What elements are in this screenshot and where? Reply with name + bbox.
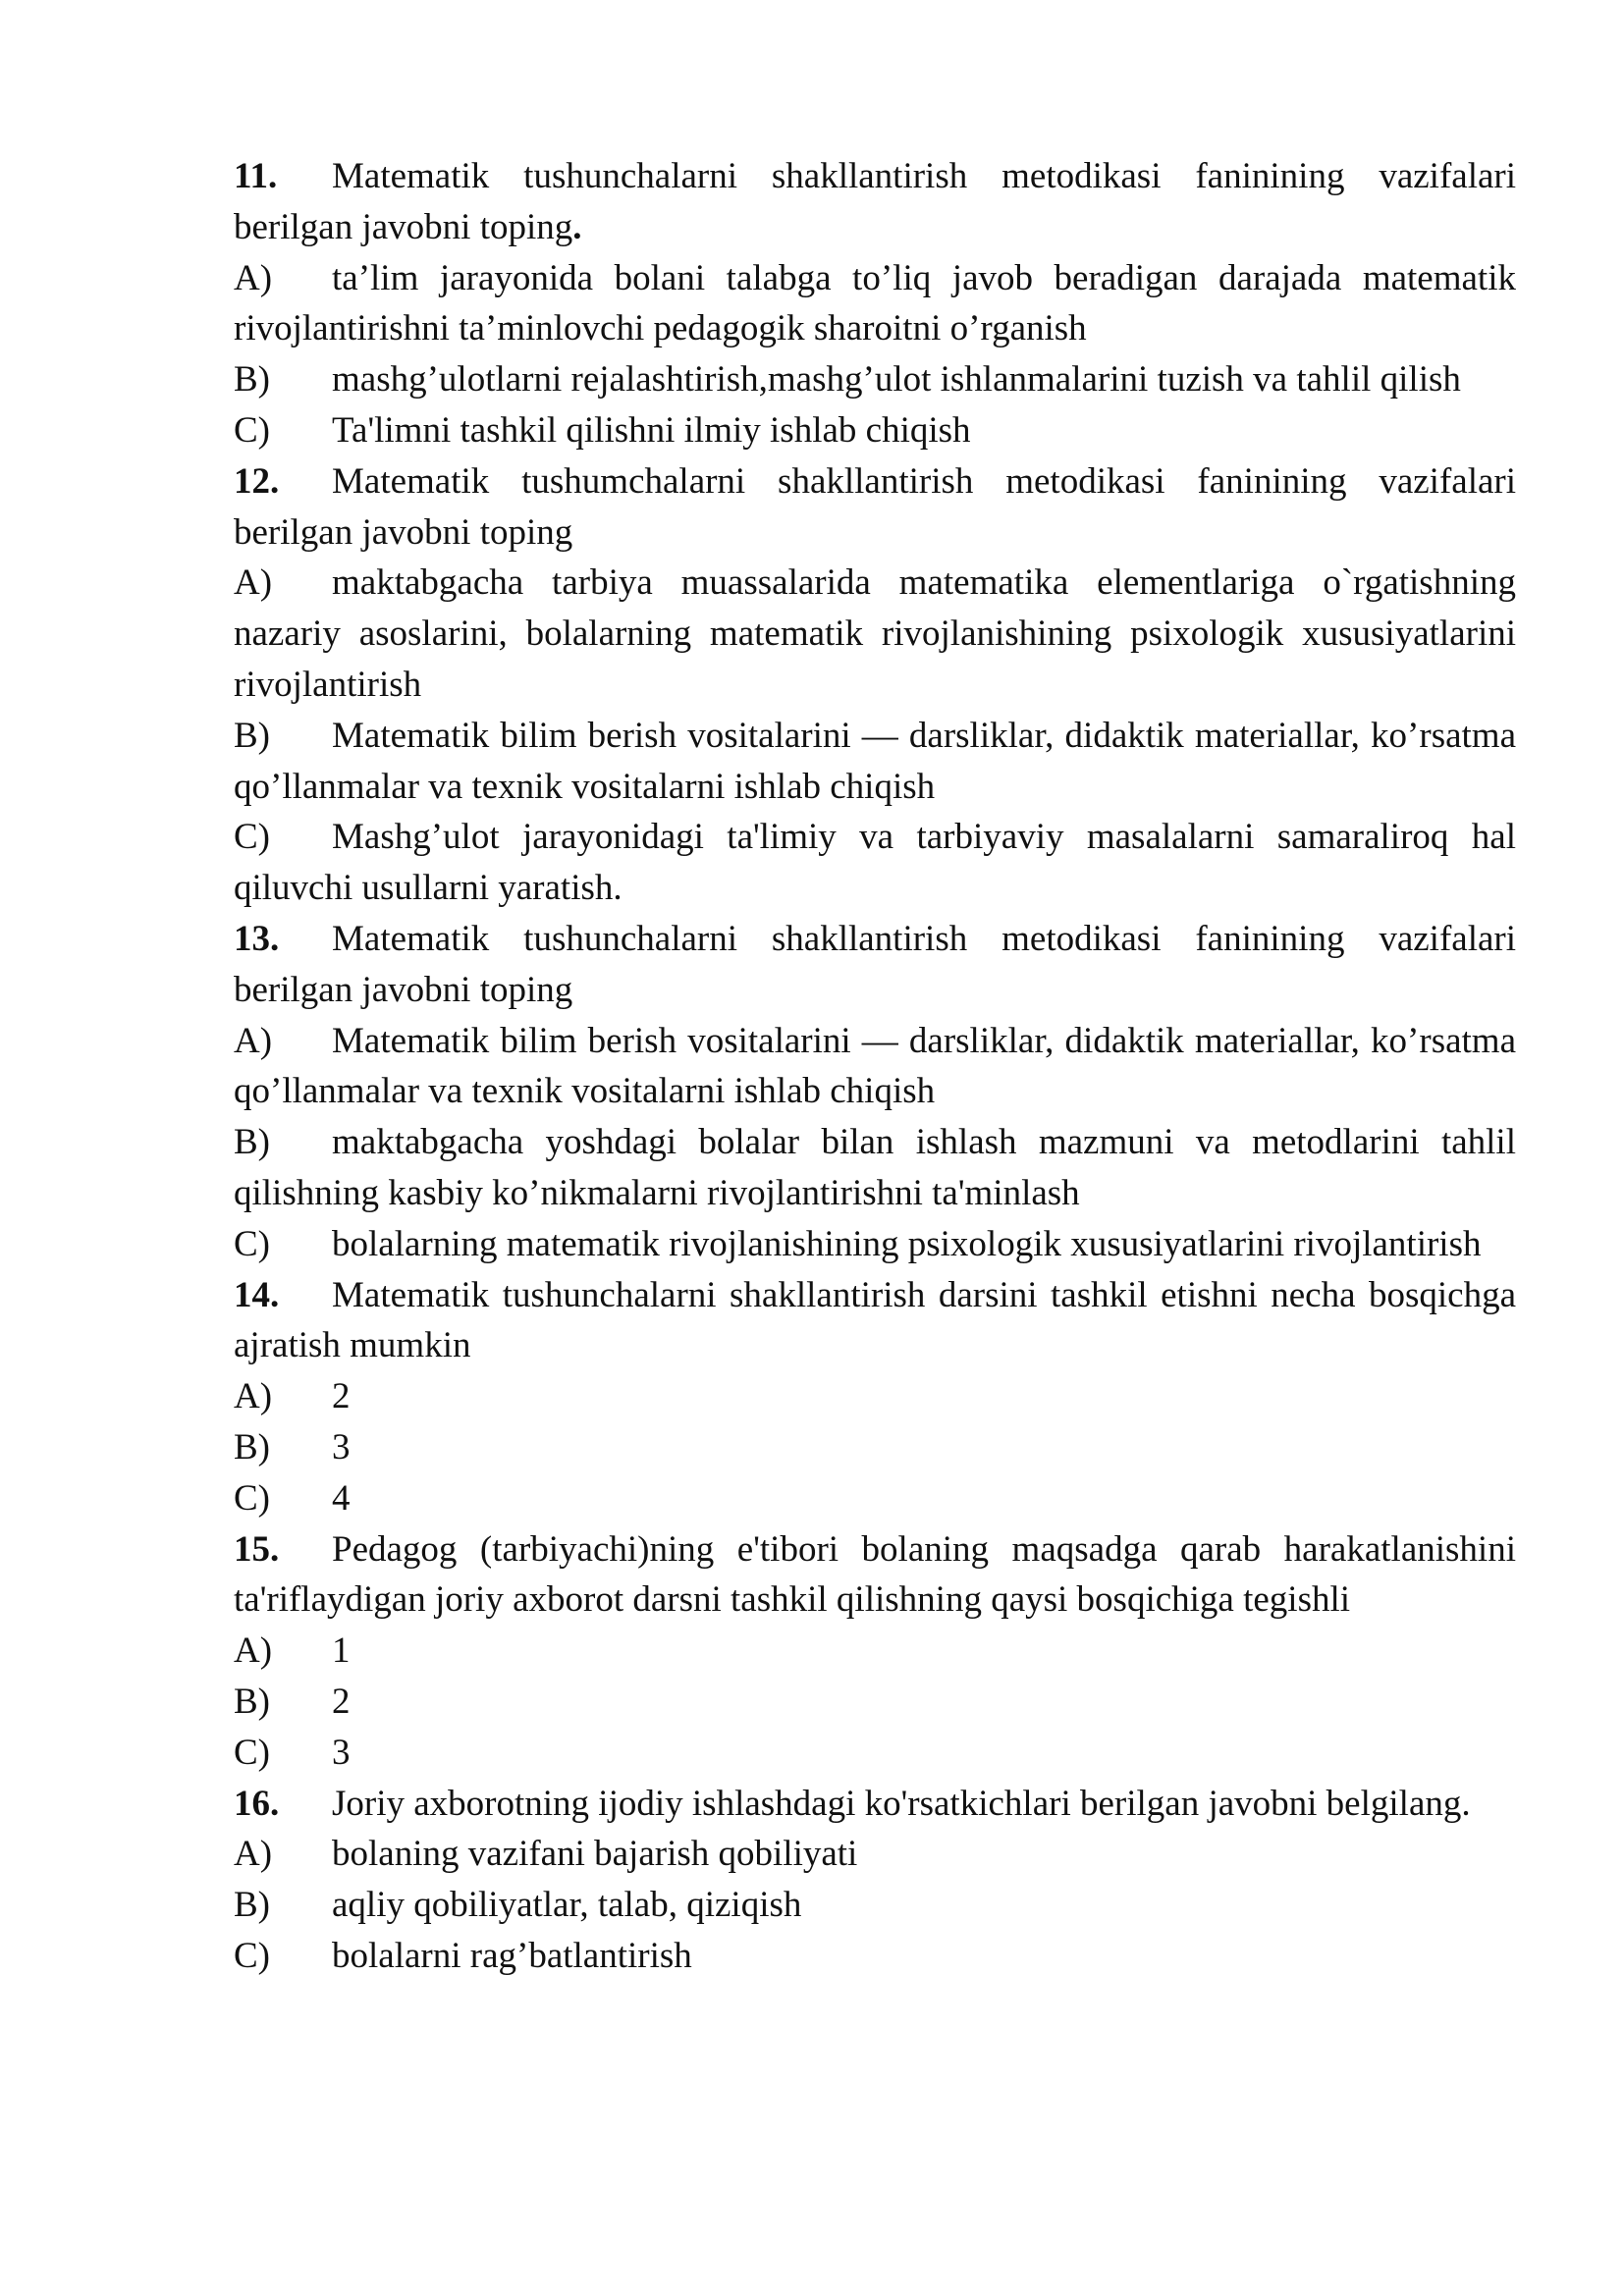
option-11-b: [234, 354, 1516, 405]
option-12-c: [234, 812, 1516, 914]
option-text: 3: [332, 1426, 351, 1468]
option-13-a: [234, 1016, 1516, 1118]
question-13: [234, 914, 1516, 1016]
option-letter: B): [234, 1122, 270, 1163]
option-15-a: [234, 1626, 1516, 1677]
question-12: [234, 456, 1516, 559]
option-text: Ta'limni tashkil qilishni ilmiy ishlab chiqish: [332, 409, 971, 451]
option-13-b: [234, 1117, 1516, 1219]
document-page: [234, 151, 1516, 1982]
option-letter: B): [234, 715, 270, 756]
question-text: Matematik tushumchalarni shakllantirish metodikasi faninining vazifalari berilgan javobni toping: [234, 460, 1516, 553]
option-16-a: [234, 1829, 1516, 1880]
question-text: Joriy axborotning ijodiy ishlashdagi ko'rsatkichlari berilgan javobni belgilang.: [332, 1783, 1471, 1824]
option-letter: C): [234, 1935, 270, 1976]
option-letter: B): [234, 359, 270, 400]
option-text: maktabgacha yoshdagi bolalar bilan ishlash mazmuni va metodlarini tahlil qilishning kasbiy ko’nikmalarni rivojlantirishni ta'minlash: [234, 1122, 1516, 1213]
option-letter: A): [234, 1376, 273, 1417]
question-number: 11.: [234, 156, 278, 196]
question-11: [234, 151, 1516, 253]
option-letter: A): [234, 1630, 273, 1672]
option-text: aqliy qobiliyatlar, talab, qiziqish: [332, 1885, 802, 1926]
question-text: Matematik tushunchalarni shakllantirish metodikasi faninining vazifalari berilgan javobni toping: [234, 918, 1516, 1010]
option-14-a: [234, 1371, 1516, 1422]
option-letter: C): [234, 1477, 270, 1519]
question-text: Matematik tushunchalarni shakllantirish darsini tashkil etishni necha bosqichga ajratish mumkin: [234, 1274, 1516, 1366]
option-11-a: [234, 253, 1516, 355]
option-letter: C): [234, 817, 270, 858]
option-letter: B): [234, 1426, 270, 1468]
question-number: 15.: [234, 1528, 280, 1570]
question-number: 12.: [234, 460, 280, 502]
option-text: 2: [332, 1376, 351, 1417]
option-text: 3: [332, 1732, 351, 1773]
option-letter: C): [234, 1223, 270, 1264]
question-suffix: .: [572, 206, 582, 247]
option-text: Matematik bilim berish vositalarini — darsliklar, didaktik materiallar, ko’rsatma qo’llanmalar va texnik vositalarni ishlab chiqish: [234, 715, 1516, 807]
option-14-c: [234, 1473, 1516, 1524]
option-letter: B): [234, 1885, 270, 1926]
question-number: 13.: [234, 918, 280, 959]
option-11-c: [234, 405, 1516, 456]
option-13-c: [234, 1219, 1516, 1270]
option-letter: C): [234, 409, 270, 451]
option-text: bolaning vazifani bajarish qobiliyati: [332, 1834, 858, 1875]
option-14-b: [234, 1422, 1516, 1473]
option-16-b: [234, 1880, 1516, 1931]
option-letter: C): [234, 1732, 270, 1773]
question-number: 14.: [234, 1274, 280, 1315]
question-15: [234, 1524, 1516, 1627]
question-16: [234, 1779, 1516, 1830]
option-16-c: [234, 1931, 1516, 1982]
option-15-b: [234, 1677, 1516, 1728]
question-text: Pedagog (tarbiyachi)ning e'tibori bolaning maqsadga qarab harakatlanishini ta'riflaydigan joriy axborot darsni tashkil qilishning qaysi bosqichiga tegishli: [234, 1528, 1516, 1621]
option-text: 1: [332, 1630, 351, 1672]
option-15-c: [234, 1728, 1516, 1779]
option-text: maktabgacha tarbiya muassalarida matematika elementlariga o`rgatishning nazariy asoslarini, bolalarning matematik rivojlanishining psixologik xususiyatlarini rivojlantirish: [234, 562, 1516, 705]
option-letter: A): [234, 562, 273, 604]
option-text: bolalarni rag’batlantirish: [332, 1935, 692, 1976]
option-text: ta’lim jarayonida bolani talabga to’liq javob beradigan darajada matematik rivojlantirishni ta’minlovchi pedagogik sharoitni o’rganish: [234, 257, 1516, 349]
option-12-a: [234, 558, 1516, 710]
option-text: Mashg’ulot jarayonidagi ta'limiy va tarbiyaviy masalalarni samaraliroq hal qiluvchi usullarni yaratish.: [234, 817, 1516, 909]
option-text: mashg’ulotlarni rejalashtirish,mashg’ulot ishlanmalarini tuzish va tahlil qilish: [332, 359, 1461, 400]
option-text: 2: [332, 1681, 351, 1722]
option-text: 4: [332, 1477, 351, 1519]
option-letter: B): [234, 1681, 270, 1722]
question-number: 16.: [234, 1783, 280, 1824]
option-text: bolalarning matematik rivojlanishining psixologik xususiyatlarini rivojlantirish: [332, 1223, 1482, 1264]
option-text: Matematik bilim berish vositalarini — darsliklar, didaktik materiallar, ko’rsatma qo’llanmalar va texnik vositalarni ishlab chiqish: [234, 1020, 1516, 1112]
option-12-b: [234, 711, 1516, 813]
question-text: Matematik tushunchalarni shakllantirish metodikasi faninining vazifalari berilgan javobni toping: [234, 156, 1516, 247]
option-letter: A): [234, 257, 273, 298]
question-14: [234, 1270, 1516, 1372]
option-letter: A): [234, 1020, 273, 1061]
option-letter: A): [234, 1834, 273, 1875]
